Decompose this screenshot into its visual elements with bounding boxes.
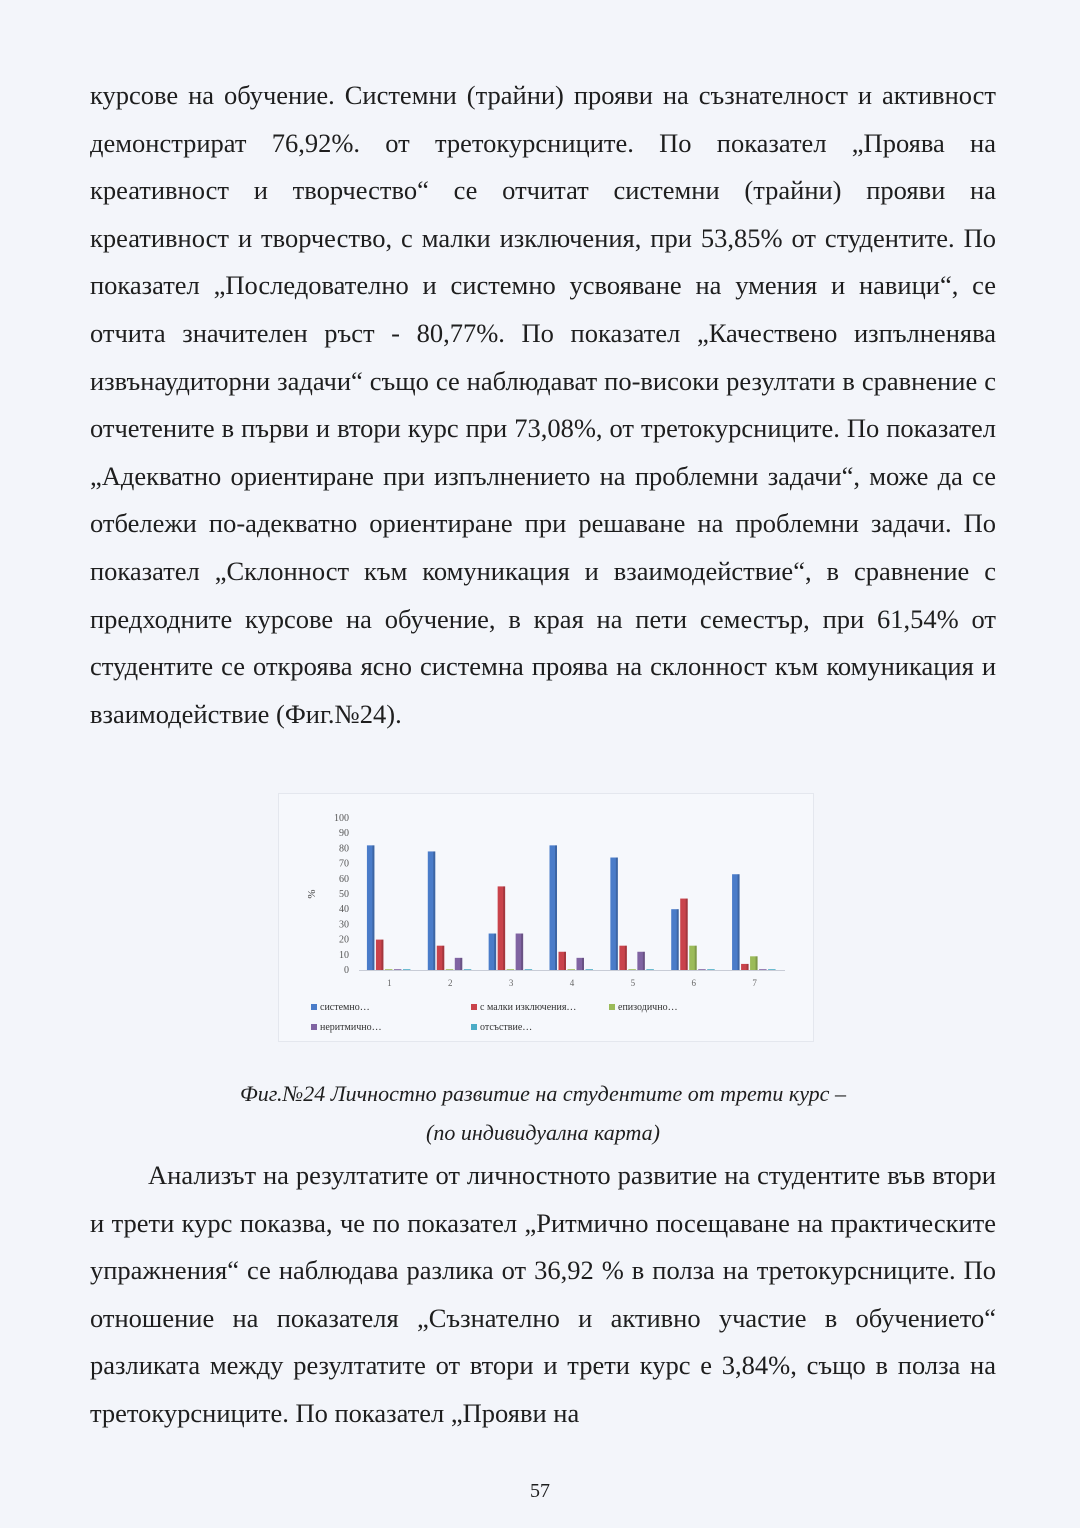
y-tick-label: 100 (334, 813, 349, 824)
y-tick-label: 80 (339, 843, 349, 855)
y-tick-label: 30 (339, 919, 349, 931)
bar-shade-1-cat-6 (677, 909, 679, 970)
x-tick-label: 5 (630, 978, 636, 988)
bar-shade-1-cat-2 (433, 851, 435, 970)
bar-shade-1-cat-7 (738, 874, 740, 970)
bar-shade-2-cat-1 (381, 940, 383, 970)
bar-shade-1-cat-1 (372, 845, 374, 970)
bar-shade-2-cat-7 (747, 964, 749, 970)
x-tick-label: 4 (569, 978, 575, 988)
bar-series-5-cat-6 (707, 969, 715, 970)
x-tick-label: 6 (691, 978, 696, 988)
bar-series-3-cat-2 (446, 969, 454, 970)
legend-swatch-4 (311, 1024, 317, 1030)
x-tick-label: 7 (752, 978, 757, 988)
chart-canvas (279, 794, 813, 1041)
bar-shade-1-cat-3 (494, 934, 496, 970)
bar-series-4-cat-1 (394, 969, 402, 970)
bar-shade-2-cat-3 (503, 886, 505, 970)
bar-series-4-cat-6 (698, 969, 706, 970)
bar-shade-4-cat-3 (521, 934, 523, 970)
bar-shade-3-cat-6 (695, 946, 697, 970)
page-number: 57 (530, 1480, 550, 1502)
x-tick-label: 1 (387, 978, 392, 988)
bar-shade-2-cat-5 (625, 946, 627, 970)
bar-series-5-cat-4 (586, 969, 594, 970)
bar-series-4-cat-7 (759, 969, 767, 970)
y-tick-label: 60 (339, 873, 349, 885)
bar-shade-2-cat-2 (442, 946, 444, 970)
bar-series-3-cat-1 (385, 969, 393, 970)
bar-series-5-cat-5 (646, 969, 654, 970)
bar-shade-4-cat-2 (460, 958, 462, 970)
bar-series-5-cat-3 (525, 969, 533, 970)
legend-swatch-1 (311, 1004, 317, 1010)
y-axis-label: % (306, 889, 318, 899)
x-tick-label: 2 (448, 978, 453, 988)
x-tick-label: 3 (508, 978, 514, 988)
bar-shade-4-cat-4 (582, 958, 584, 970)
legend-label-2: с малки изключения… (480, 1002, 577, 1013)
legend-swatch-2 (471, 1004, 477, 1010)
bar-shade-1-cat-4 (555, 845, 557, 970)
legend-label-5: отсъствие… (480, 1022, 533, 1033)
y-tick-label: 10 (339, 949, 349, 961)
legend-label-1: системно… (320, 1002, 370, 1013)
legend-label-4: неритмично… (320, 1022, 382, 1033)
bar-shade-2-cat-4 (564, 952, 566, 970)
figure-caption-line-1: Фиг.№24 Личностно развитие на студентите от трети курс – (240, 1081, 846, 1106)
body-paragraph-2: Анализът на резултатите от личностното развитие на студентите във втори и трети курс показва, че по показател „Ритмично посещаване на практическите упражнения“ се наблюдава разлика от 36,92 % в полза на третокурсниците. По отношение на показателя „Съзнателно и активно участие в обучението“ разликата между резултатите от втори и трети курс е 3,84%, също в полза на третокурсниците. По показател „Прояви на (90, 1160, 996, 1428)
bar-series-3-cat-3 (507, 969, 514, 970)
bar-series-5-cat-7 (768, 969, 776, 970)
bar-series-3-cat-4 (568, 969, 576, 970)
figure-24-chart (278, 793, 814, 1042)
bar-shade-4-cat-5 (643, 952, 645, 970)
legend-label-3: епизодично… (618, 1002, 678, 1013)
bar-series-5-cat-1 (403, 969, 411, 970)
bar-shade-2-cat-6 (686, 899, 688, 970)
legend-swatch-3 (609, 1004, 615, 1010)
y-tick-label: 50 (339, 889, 349, 900)
y-tick-label: 70 (339, 858, 349, 870)
bar-series-5-cat-2 (464, 969, 472, 970)
y-tick-label: 40 (339, 904, 349, 916)
figure-caption-line-2: (по индивидуална карта) (426, 1120, 660, 1145)
bar-series-3-cat-5 (628, 969, 636, 970)
legend-swatch-5 (471, 1024, 477, 1030)
bar-shade-1-cat-5 (616, 858, 618, 970)
y-tick-label: 0 (344, 965, 349, 976)
y-tick-label: 20 (339, 934, 349, 946)
y-tick-label: 90 (339, 828, 349, 840)
bar-shade-3-cat-7 (756, 956, 758, 970)
body-paragraph-1: курсове на обучение. Системни (трайни) прояви на съзнателност и активност демонстрират 76,92%. от третокурсниците. По показател „Проява на креативност и творчество“ се отчитат системни (трайни) прояви на креативност и творчество, с малки изключения, при 53,85% от студентите. По показател „Последователно и системно усвояване на умения и навици“, се отчита значителен ръст - 80,77%. По показател „Качествено изпълненява извънаудиторни задачи“ също се наблюдават по-високи резултати в сравнение с отчетените в първи и втори курс при 73,08%, от третокурсниците. По показател „Адекватно ориентиране при изпълнението на проблемни задачи“, може да се отбележи по-адекватно ориентиране при решаване на проблемни задачи. По показател „Склонност към комуникация и взаимодействие“, в сравнение с предходните курсове на обучение, в края на пети семестър, при 61,54% от студентите се откроява ясно системна проява на склонност към комуникация и взаимодействие (Фиг.№24). (90, 80, 996, 729)
